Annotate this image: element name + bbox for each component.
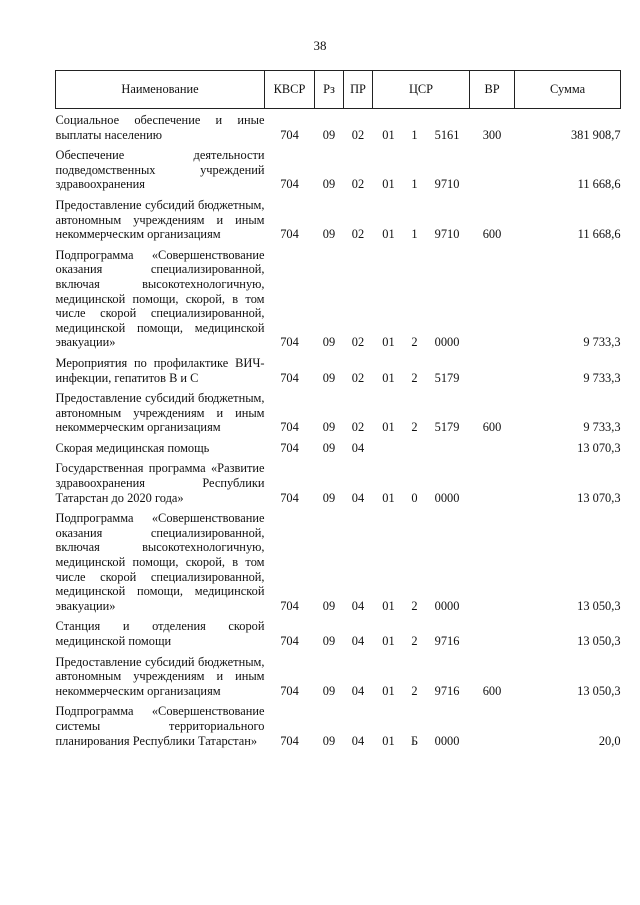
page-number: 38 bbox=[313, 38, 327, 53]
row-csr-program: 01 bbox=[382, 490, 395, 505]
row-csr-subprogram: 2 bbox=[411, 335, 418, 350]
row-name: Государственная программа «Развитие здравоохранения Республики Татарстан до 2020 года» bbox=[55, 461, 265, 505]
table-row bbox=[56, 649, 621, 699]
row-sum: 9 733,3 bbox=[583, 335, 621, 350]
row-pr: 04 bbox=[351, 490, 365, 505]
row-kvsr: 704 bbox=[280, 177, 299, 192]
row-csr-program: 01 bbox=[382, 683, 395, 698]
table-row bbox=[56, 109, 621, 143]
row-name: Подпрограмма «Совершенствование системы территориального планирования Республики Татарстан» bbox=[55, 704, 265, 748]
row-rz: 09 bbox=[322, 227, 336, 242]
row-csr-code: 5161 bbox=[434, 127, 460, 142]
row-kvsr: 704 bbox=[280, 634, 299, 648]
row-sum: 20,0 bbox=[598, 733, 621, 748]
row-rz: 09 bbox=[322, 335, 336, 350]
table-row bbox=[56, 455, 621, 505]
row-csr-code: 9716 bbox=[434, 683, 460, 698]
row-csr-program: 01 bbox=[382, 335, 395, 350]
row-rz: 09 bbox=[322, 490, 336, 505]
row-vr bbox=[470, 613, 515, 648]
table-row bbox=[56, 192, 621, 242]
row-sum: 9 733,3 bbox=[583, 370, 621, 385]
row-vr: 600 bbox=[482, 683, 502, 698]
row-name: Предоставление субсидий бюджетным, автономным учреждениям и иным некоммерческим организациям bbox=[55, 391, 265, 435]
row-csr-subprogram: 1 bbox=[411, 177, 418, 192]
row-csr-subprogram: 2 bbox=[411, 370, 418, 385]
row-pr: 02 bbox=[351, 335, 365, 350]
row-rz: 09 bbox=[322, 370, 336, 385]
table-row bbox=[56, 385, 621, 435]
row-kvsr: 704 bbox=[280, 490, 299, 505]
row-pr: 02 bbox=[351, 127, 365, 142]
row-csr-subprogram: 2 bbox=[411, 420, 418, 435]
row-name: Мероприятия по профилактике ВИЧ-инфекции, гепатитов В и С bbox=[55, 355, 265, 385]
row-kvsr: 704 bbox=[280, 420, 299, 435]
table-row bbox=[56, 350, 621, 385]
row-sum: 13 070,3 bbox=[577, 440, 621, 455]
row-csr-code: 0000 bbox=[434, 598, 460, 613]
row-name: Предоставление субсидий бюджетным, автономным учреждениям и иным некоммерческим организациям bbox=[55, 197, 265, 242]
row-csr-code: 5179 bbox=[434, 420, 460, 435]
row-pr: 02 bbox=[351, 177, 365, 192]
row-name: Скорая медицинская помощь bbox=[55, 440, 210, 455]
header-rz: Рз bbox=[315, 71, 344, 109]
row-kvsr: 704 bbox=[280, 127, 299, 142]
row-csr-program: 01 bbox=[382, 177, 395, 192]
row-vr bbox=[470, 698, 515, 748]
row-vr bbox=[470, 350, 515, 385]
row-vr: 600 bbox=[482, 227, 502, 242]
row-name: Предоставление субсидий бюджетным, автономным учреждениям и иным некоммерческим организациям bbox=[55, 654, 265, 698]
table-row bbox=[56, 435, 621, 456]
row-csr-program: 01 bbox=[382, 733, 395, 748]
row-csr-program: 01 bbox=[382, 127, 395, 142]
row-csr-subprogram: 2 bbox=[411, 634, 418, 648]
row-rz: 09 bbox=[322, 177, 336, 192]
row-sum: 381 908,7 bbox=[570, 127, 621, 142]
row-kvsr: 704 bbox=[280, 370, 299, 385]
row-csr-program: 01 bbox=[382, 420, 395, 435]
table-row bbox=[56, 505, 621, 613]
row-kvsr: 704 bbox=[280, 683, 299, 698]
header-name: Наименование bbox=[56, 71, 265, 109]
row-csr-subprogram: 1 bbox=[411, 127, 418, 142]
row-name: Подпрограмма «Совершенствование оказания специализированной, включая высокотехнологичную, медицинской помощи, скорой, в том числе скорой специализированной, медицинской помощи, медицинской эвакуации» bbox=[55, 247, 265, 350]
table-row bbox=[56, 142, 621, 192]
row-kvsr: 704 bbox=[280, 733, 299, 748]
row-rz: 09 bbox=[322, 683, 336, 698]
header-sum: Сумма bbox=[515, 71, 621, 109]
row-csr-code: 5179 bbox=[434, 370, 460, 385]
row-csr-program: 01 bbox=[382, 634, 395, 648]
row-csr-subprogram bbox=[405, 435, 425, 456]
header-kvsr: КВСР bbox=[265, 71, 315, 109]
row-rz: 09 bbox=[322, 420, 336, 435]
row-kvsr: 704 bbox=[280, 598, 299, 613]
row-sum: 13 050,3 bbox=[577, 683, 621, 698]
row-rz: 09 bbox=[322, 440, 336, 455]
row-sum: 9 733,3 bbox=[583, 420, 621, 435]
row-name: Обеспечение деятельности подведомственных учреждений здравоохранения bbox=[55, 148, 265, 192]
row-csr-subprogram: 2 bbox=[411, 598, 418, 613]
row-sum: 11 668,6 bbox=[577, 177, 621, 192]
row-vr bbox=[470, 142, 515, 192]
row-vr bbox=[470, 505, 515, 613]
row-csr-program: 01 bbox=[382, 598, 395, 613]
row-name: Социальное обеспечение и иные выплаты населению bbox=[55, 113, 265, 142]
table-row bbox=[56, 242, 621, 350]
row-kvsr: 704 bbox=[280, 227, 299, 242]
row-rz: 09 bbox=[322, 634, 336, 648]
table-body bbox=[56, 109, 621, 749]
table-header-row bbox=[56, 71, 621, 109]
row-vr: 600 bbox=[482, 420, 502, 435]
row-rz: 09 bbox=[322, 127, 336, 142]
row-pr: 02 bbox=[351, 370, 365, 385]
row-csr-code: 0000 bbox=[434, 490, 460, 505]
row-rz: 09 bbox=[322, 598, 336, 613]
row-name: Подпрограмма «Совершенствование оказания специализированной, включая высокотехнологичную, медицинской помощи, скорой, в том числе скорой специализированной, медицинской помощи, медицинской эвакуации» bbox=[55, 511, 265, 613]
row-csr-code bbox=[425, 435, 470, 456]
row-csr-subprogram: 0 bbox=[411, 490, 418, 505]
row-kvsr: 704 bbox=[280, 440, 299, 455]
row-csr-program: 01 bbox=[382, 227, 395, 242]
table-row bbox=[56, 613, 621, 648]
row-pr: 04 bbox=[351, 440, 365, 455]
row-vr bbox=[470, 455, 515, 505]
table-row bbox=[56, 698, 621, 748]
row-csr-code: 9710 bbox=[434, 227, 460, 242]
row-pr: 02 bbox=[351, 420, 365, 435]
row-csr-code: 9710 bbox=[434, 177, 460, 192]
row-csr-subprogram: 1 bbox=[411, 227, 418, 242]
row-vr bbox=[470, 435, 515, 456]
header-vr: ВР bbox=[470, 71, 515, 109]
budget-table bbox=[55, 70, 621, 748]
header-pr: ПР bbox=[344, 71, 373, 109]
row-pr: 02 bbox=[351, 227, 365, 242]
row-csr-program: 01 bbox=[382, 370, 395, 385]
row-pr: 04 bbox=[351, 634, 365, 648]
row-pr: 04 bbox=[351, 733, 365, 748]
row-sum: 11 668,6 bbox=[577, 227, 621, 242]
row-csr-code: 0000 bbox=[434, 335, 460, 350]
row-csr-subprogram: Б bbox=[410, 733, 419, 748]
row-sum: 13 050,3 bbox=[577, 634, 621, 648]
row-vr: 300 bbox=[482, 127, 502, 142]
row-csr-program bbox=[373, 435, 405, 456]
row-sum: 13 050,3 bbox=[577, 598, 621, 613]
header-csr: ЦСР bbox=[373, 71, 470, 109]
row-csr-subprogram: 2 bbox=[411, 683, 418, 698]
row-pr: 04 bbox=[351, 598, 365, 613]
row-csr-code: 9716 bbox=[434, 634, 460, 648]
row-kvsr: 704 bbox=[280, 335, 299, 350]
row-name: Станция и отделения скорой медицинской помощи bbox=[55, 619, 265, 648]
row-vr bbox=[470, 242, 515, 350]
row-sum: 13 070,3 bbox=[577, 490, 621, 505]
row-rz: 09 bbox=[322, 733, 336, 748]
row-pr: 04 bbox=[351, 683, 365, 698]
row-csr-code: 0000 bbox=[434, 733, 460, 748]
